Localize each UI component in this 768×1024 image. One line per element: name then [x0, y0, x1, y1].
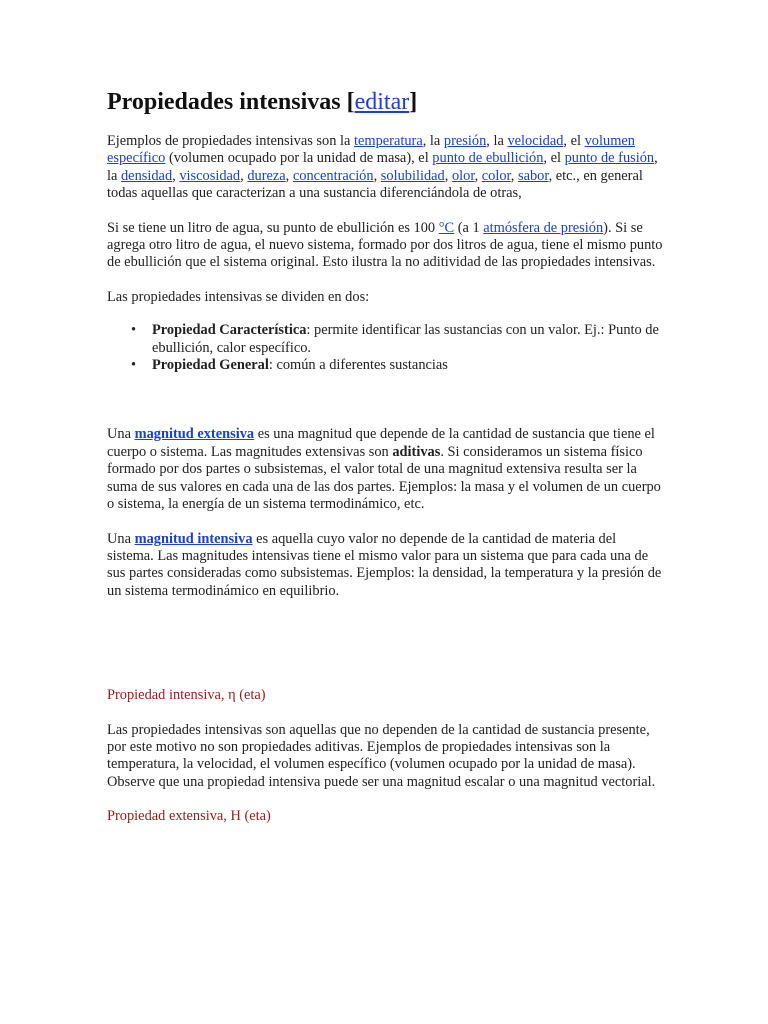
- page-title: Propiedades intensivas [editar]: [107, 89, 418, 115]
- article-content: [107, 85, 663, 826]
- link-solubilidad[interactable]: solubilidad: [380, 167, 445, 184]
- link-densidad[interactable]: densidad: [120, 167, 173, 184]
- link-punto-ebullicion[interactable]: punto de ebullición: [432, 150, 544, 167]
- section-heading-intensiva: Propiedad intensiva, η (eta): [107, 687, 266, 704]
- property-types-list: [107, 322, 663, 374]
- link-magnitud-extensiva[interactable]: magnitud extensiva: [134, 426, 255, 443]
- paragraph-magnitud-extensiva: Una magnitud extensiva es una magnitud que depende de la cantidad de sustancia que tiene el cuerpo o sistema. Las magnitudes extensivas son aditivas. Si consideramos un sistema físico formado por dos partes o subsistemas, el valor total de una magnitud extensiva resulta ser la suma de sus valores en cada una de las dos partes. Ejemplos: la masa y el volumen de un cuerpo o sistema, la energía de un sistema termodinámico, etc.: [107, 426, 661, 513]
- link-volumen-especifico[interactable]: volumen específico: [107, 133, 635, 167]
- link-temperatura[interactable]: temperatura: [354, 133, 423, 149]
- link-celsius[interactable]: °C: [438, 219, 455, 236]
- link-viscosidad[interactable]: viscosidad: [179, 167, 241, 184]
- paragraph-water-example: Si se tiene un litro de agua, su punto de ebullición es 100 °C (a 1 atmósfera de presión). Si se agrega otro litro de agua, el nuevo sistema, formado por dos litros de agua, tiene el mismo punto de ebullición que el sistema original. Esto ilustra la no aditividad de las propiedades intensivas.: [107, 219, 663, 271]
- section-heading-extensiva: Propiedad extensiva, Η (eta): [107, 808, 271, 825]
- edit-link[interactable]: editar: [354, 89, 410, 115]
- link-olor[interactable]: olor: [451, 167, 475, 184]
- paragraph-intensivas-definition: Las propiedades intensivas son aquellas que no dependen de la cantidad de sustancia presente, por este motivo no son propiedades aditivas. Ejemplos de propiedades intensivas son la temperatura, la velocidad, el volumen específico (volumen ocupado por la unidad de masa). Observe que una propiedad intensiva puede ser una magnitud escalar o una magnitud vectorial.: [107, 721, 656, 790]
- link-sabor[interactable]: sabor: [517, 167, 549, 184]
- link-concentracion[interactable]: concentración: [292, 167, 374, 184]
- paragraph-divisions: Las propiedades intensivas se dividen en dos:: [107, 288, 370, 305]
- link-atmosfera-presion[interactable]: atmósfera de presión: [483, 219, 604, 236]
- paragraph-examples: Ejemplos de propiedades intensivas son la temperatura, la presión, la velocidad, el volumen específico (volumen ocupado por la unidad de masa), el punto de ebullición, el punto de fusión, la densidad, viscosidad, dureza, concentración, solubilidad, olor, color, sabor, etc., en general todas aquellas que caracterizan a una sustancia diferenciándola de otras,: [107, 133, 658, 202]
- bullet-icon: •: [131, 322, 137, 339]
- link-magnitud-intensiva[interactable]: magnitud intensiva: [134, 530, 253, 547]
- link-velocidad[interactable]: velocidad: [507, 133, 564, 149]
- list-item: • Propiedad Característica: permite identificar las sustancias con un valor. Ej.: Punto de ebullición, calor específico.: [131, 322, 659, 356]
- link-punto-fusion[interactable]: punto de fusión: [564, 150, 655, 167]
- list-item: • Propiedad General: común a diferentes sustancias: [131, 357, 448, 374]
- paragraph-magnitud-intensiva: Una magnitud intensiva es aquella cuyo valor no depende de la cantidad de materia del sistema. Las magnitudes intensivas tiene el mismo valor para un sistema que para cada una de sus partes consideradas como subsistemas. Ejemplos: la densidad, la temperatura y la presión de un sistema termodinámico en equilibrio.: [107, 530, 662, 599]
- link-dureza[interactable]: dureza: [247, 167, 286, 184]
- link-color[interactable]: color: [481, 167, 511, 184]
- link-presion[interactable]: presión: [443, 133, 487, 149]
- bullet-icon: •: [131, 357, 137, 374]
